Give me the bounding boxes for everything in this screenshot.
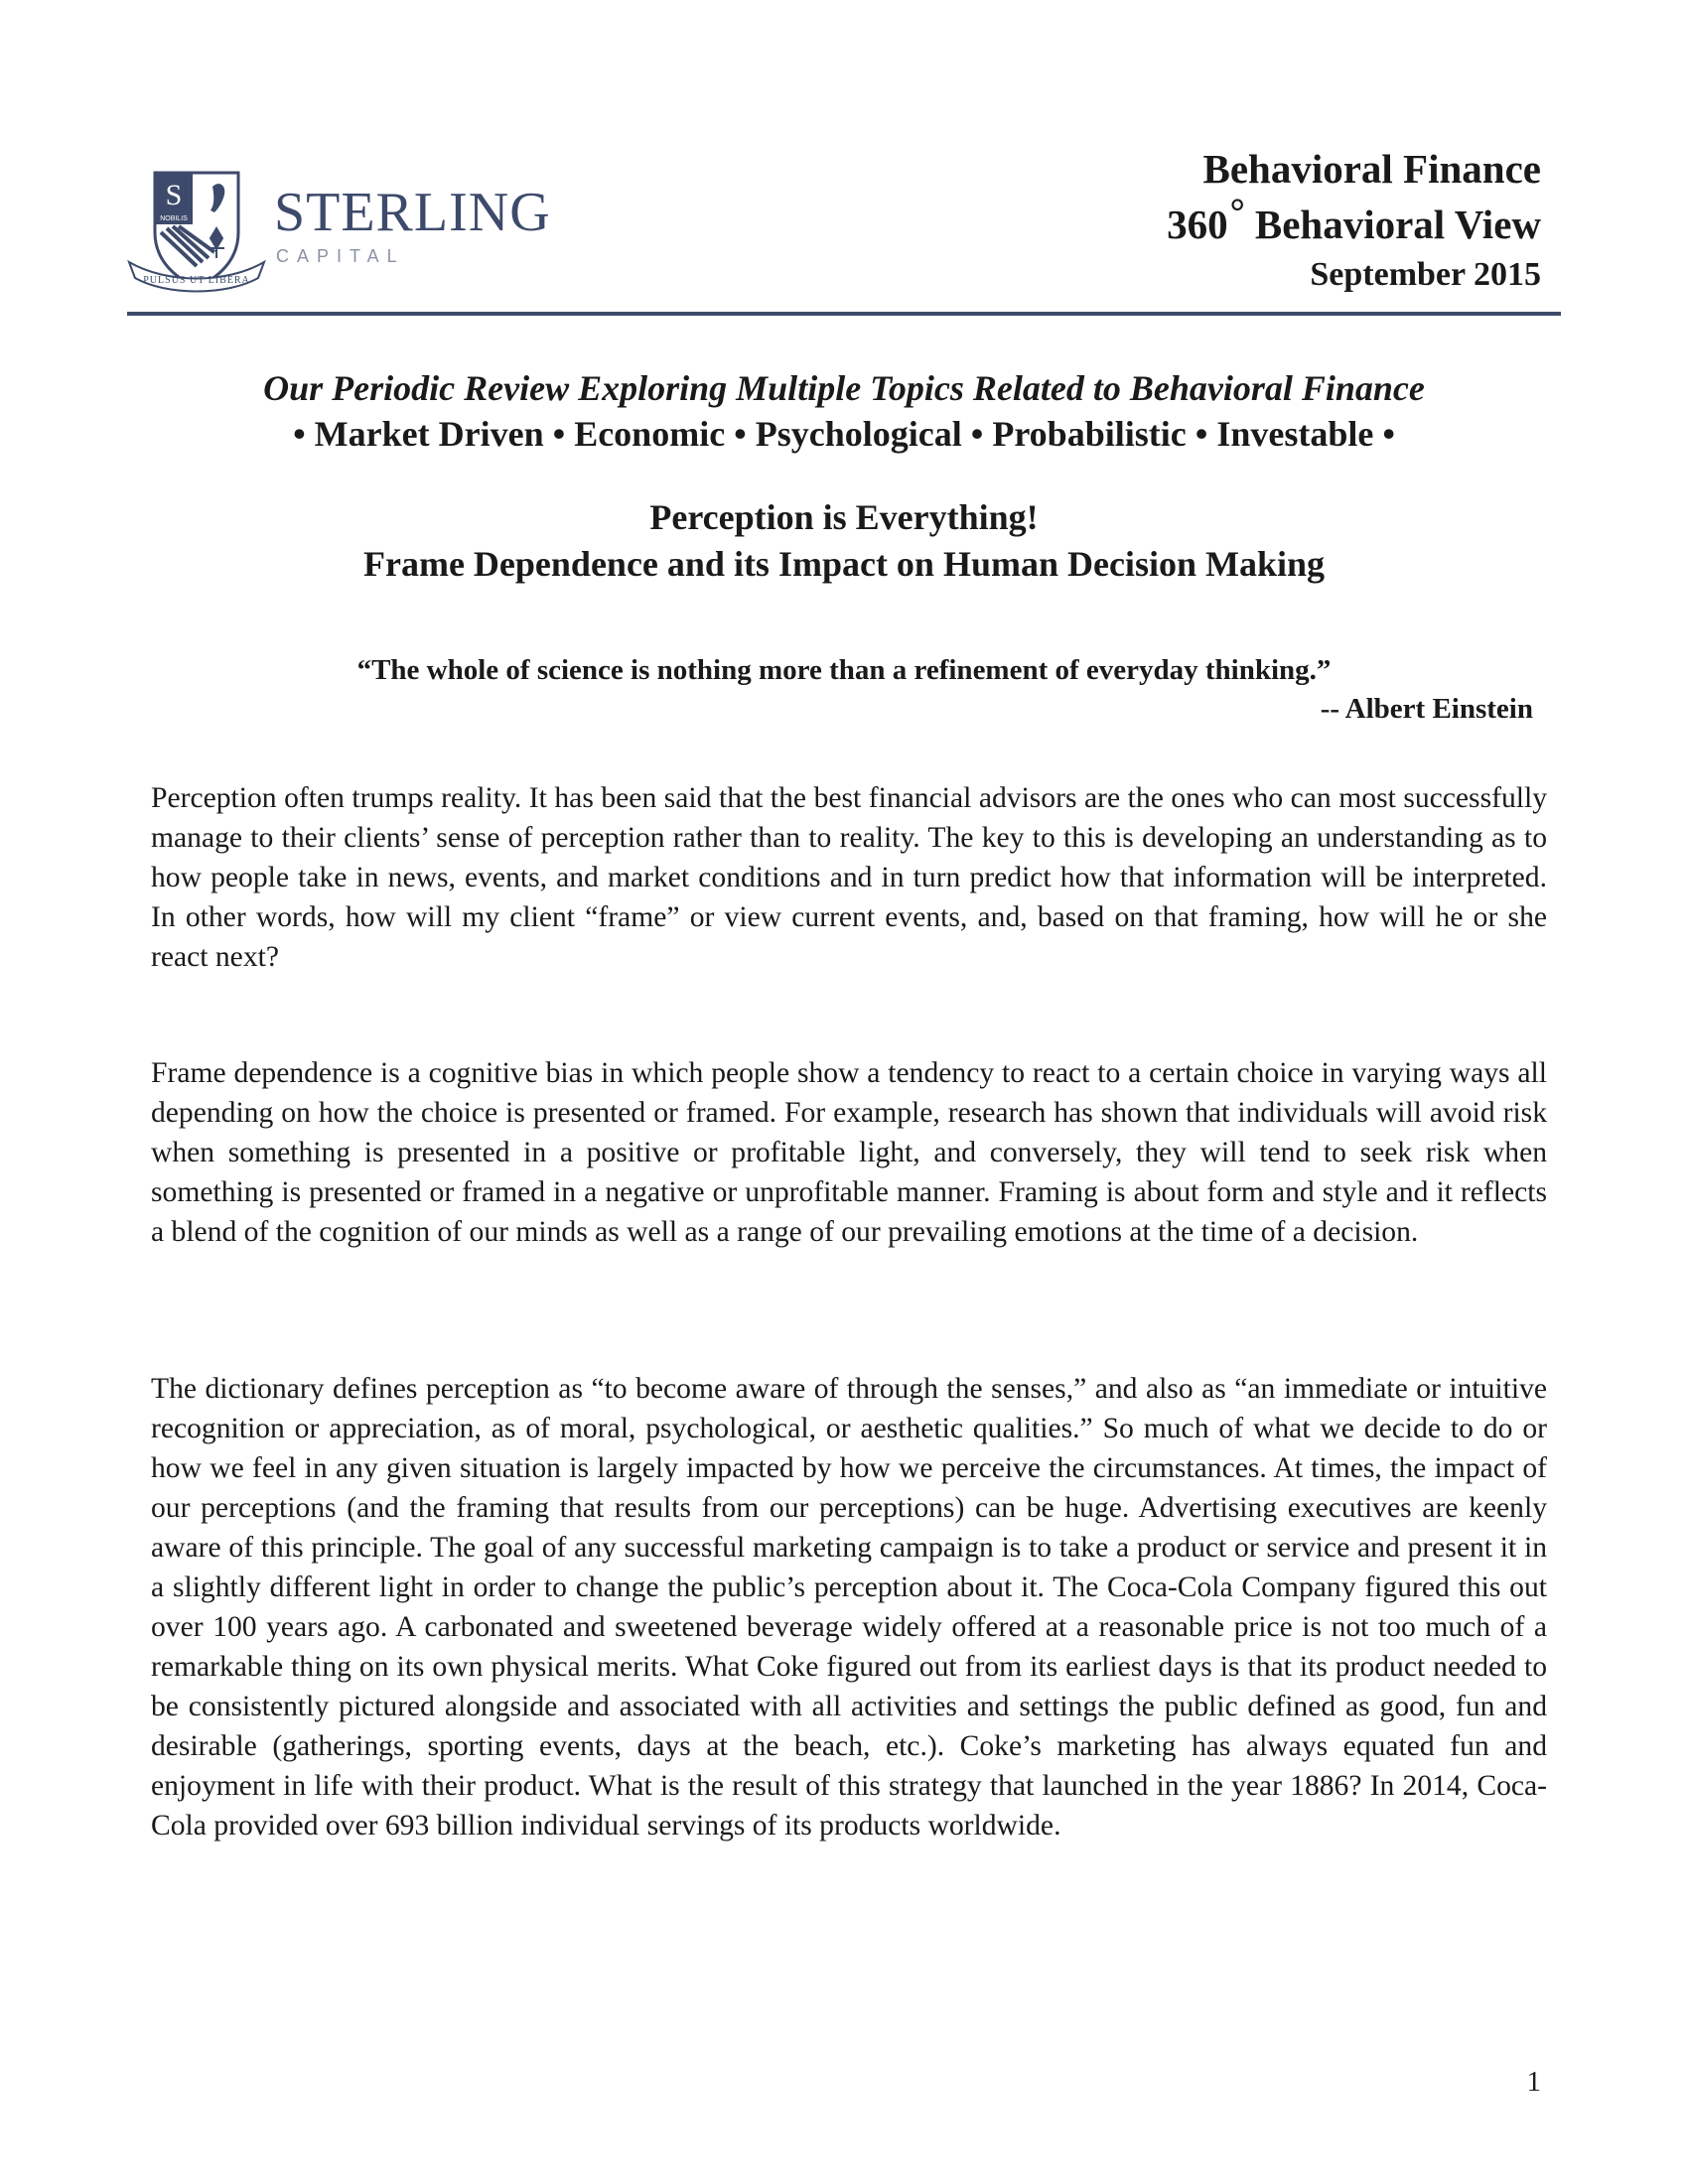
page-number: 1 — [1526, 2066, 1541, 2098]
body-paragraph: Frame dependence is a cognitive bias in which people show a tendency to react to a certain choice in varying ways all depending on how the choice is presented or framed. For example, research has shown that individuals will avoid risk when something is presented in a positive or profitable light, and conversely, they will tend to seek risk when something is presented or framed in a negative or unprofitable manner. Framing is about form and style and it reflects a blend of the cognition of our minds as well as a range of our prevailing emotions at the time of a decision. — [151, 1057, 1547, 1248]
sterling-capital-logo — [127, 167, 551, 306]
topics-list: • Market Driven • Economic • Psychological • Probabilistic • Investable • — [293, 414, 1395, 454]
banner-motto: PULSUS UT LIBERA — [143, 275, 250, 286]
header-divider — [127, 312, 1561, 316]
shield-crest-icon — [127, 167, 266, 306]
article-title: Perception is Everything! — [649, 497, 1039, 537]
quote-author: -- Albert Einstein — [1320, 693, 1533, 725]
quote-text: “The whole of science is nothing more than a refinement of everyday thinking.” — [356, 654, 1332, 686]
header-series-title: Behavioral Finance — [1202, 146, 1541, 192]
header-number: 360 — [1167, 202, 1228, 247]
header-view-text: Behavioral View — [1254, 202, 1541, 247]
brand-subtitle: CAPITAL — [276, 246, 405, 266]
header-view-title — [1167, 192, 1541, 247]
body-paragraph: The dictionary defines perception as “to become aware of through the senses,” and also as “an immediate or intuitive recognition or appreciation, as of moral, psychological, or aesthetic qualities.” So much of what we decide to do or how we feel in any given situation is largely impacted by how we perceive the circumstances. At times, the impact of our perceptions (and the framing that results from our perceptions) can be huge. Advertising executives are keenly aware of this principle. The goal of any successful marketing campaign is to take a product or service and present it in a slightly different light in order to change the public’s perception about it. The Coca-Cola Company figured this out over 100 years ago. A carbonated and sweetened beverage widely offered at a reasonable price is not too much of a remarkable thing on its own physical merits. What Coke figured out from its earliest days is that its product needed to be consistently pictured alongside and associated with all activities and settings the public defined as good, fun and desirable (gatherings, sporting events, days at the beach, etc.). Coke’s marketing has always equated fun and enjoyment in life with their product. What is the result of this strategy that launched in the year 1886? In 2014, Coca-Cola provided over 693 billion individual servings of its products worldwide. — [151, 1373, 1547, 1842]
brand-name: STERLING — [274, 182, 551, 243]
review-subtitle: Our Periodic Review Exploring Multiple Topics Related to Behavioral Finance — [263, 368, 1425, 408]
shield-letter: S — [165, 179, 183, 211]
body-paragraph: Perception often trumps reality. It has been said that the best financial advisors are the ones who can most successfully manage to their clients’ sense of perception rather than to reality. The key to this is developing an understanding as to how people take in news, events, and market conditions and in turn predict how that information will be interpreted. In other words, how will my client “frame” or view current events, and, based on that framing, how will he or she react next? — [151, 782, 1547, 973]
shield-motto: NOBILIS — [160, 215, 188, 222]
degree-symbol: ° — [1229, 192, 1245, 233]
article-subtitle: Frame Dependence and its Impact on Human Decision Making — [362, 544, 1325, 584]
header-date: September 2015 — [1310, 256, 1541, 293]
